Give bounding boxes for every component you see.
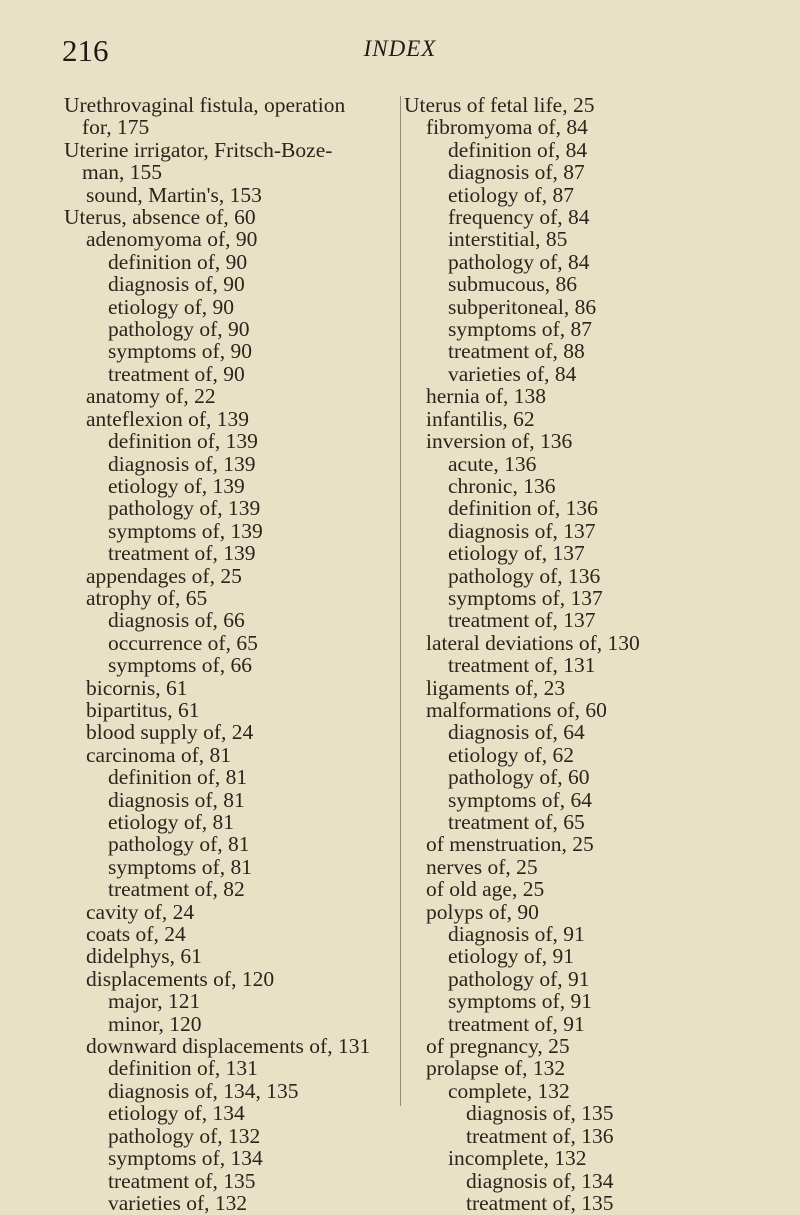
index-entry: of pregnancy, 25 <box>426 1034 570 1059</box>
index-entry: appendages of, 25 <box>86 563 242 588</box>
index-entry: treatment of, 131 <box>448 653 596 678</box>
index-entry: etiology of, 87 <box>448 182 574 207</box>
index-entry: varieties of, 84 <box>448 361 577 386</box>
index-entry: pathology of, 84 <box>448 249 590 274</box>
index-entry: pathology of, 136 <box>448 563 601 588</box>
index-entry: anteflexion of, 139 <box>86 406 249 431</box>
index-entry: subperitoneal, 86 <box>448 294 597 319</box>
index-entry: ligaments of, 23 <box>426 675 566 700</box>
column-divider <box>400 96 401 1106</box>
index-entry: cavity of, 24 <box>86 899 195 924</box>
index-entry: treatment of, 88 <box>448 339 585 364</box>
index-entry: definition of, 81 <box>108 765 248 790</box>
index-entry: blood supply of, 24 <box>86 720 254 745</box>
index-entry: etiology of, 90 <box>108 294 234 319</box>
index-entry: Urethrovaginal fistula, operation <box>64 93 346 117</box>
index-entry: pathology of, 81 <box>108 832 250 857</box>
index-column-right <box>404 94 734 1214</box>
index-entry: interstitial, 85 <box>448 227 568 252</box>
index-entry: downward displacements of, 131 <box>86 1034 371 1059</box>
index-entry: carcinoma of, 81 <box>86 742 232 767</box>
index-entry: treatment of, 137 <box>448 608 596 633</box>
index-entry: diagnosis of, 139 <box>108 451 256 476</box>
index-entry: etiology of, 81 <box>108 810 234 834</box>
index-entry: sound, Martin's, 153 <box>86 182 262 207</box>
index-entry: fibromyoma of, 84 <box>426 115 588 140</box>
index-entry: inversion of, 136 <box>426 429 573 454</box>
index-entry: diagnosis of, 91 <box>448 922 585 947</box>
index-entry: polyps of, 90 <box>426 899 539 924</box>
page-header <box>0 34 800 70</box>
index-entry: definition of, 131 <box>108 1056 258 1081</box>
index-entry: diagnosis of, 64 <box>448 720 585 745</box>
index-entry: didelphys, 61 <box>86 944 202 969</box>
page-number: 216 <box>62 33 109 68</box>
index-entry: occurrence of, 65 <box>108 630 258 655</box>
index-entry: symptoms of, 64 <box>448 787 592 812</box>
index-entry: symptoms of, 81 <box>108 854 252 879</box>
index-entry: anatomy of, 22 <box>86 384 216 409</box>
index-entry: treatment of, 91 <box>448 1011 585 1036</box>
index-entry: varieties of, 132 <box>108 1190 248 1215</box>
index-entry: atrophy of, 65 <box>86 585 208 610</box>
index-entry: pathology of, 91 <box>448 966 590 991</box>
index-entry: treatment of, 136 <box>466 1123 614 1148</box>
index-entry: Uterus of fetal life, 25 <box>404 93 595 117</box>
index-entry: pathology of, 132 <box>108 1123 261 1148</box>
index-entry: diagnosis of, 134 <box>466 1168 614 1193</box>
index-entry: of old age, 25 <box>426 877 545 902</box>
index-entry: hernia of, 138 <box>426 384 547 409</box>
index-entry: etiology of, 62 <box>448 742 574 767</box>
index-entry: symptoms of, 87 <box>448 317 592 342</box>
index-entry: displacements of, 120 <box>86 966 275 991</box>
index-entry: acute, 136 <box>448 451 537 476</box>
index-entry: Uterus, absence of, 60 <box>64 205 256 230</box>
index-entry: symptoms of, 134 <box>108 1146 263 1171</box>
index-entry: major, 121 <box>108 989 201 1014</box>
index-entry: for, 175 <box>82 115 150 140</box>
index-entry: pathology of, 60 <box>448 765 590 790</box>
index-entry: treatment of, 90 <box>108 361 245 386</box>
index-entry: definition of, 136 <box>448 496 598 521</box>
index-entry: of menstruation, 25 <box>426 832 594 857</box>
index-entry: symptoms of, 139 <box>108 518 263 543</box>
index-entry: man, 155 <box>82 160 163 185</box>
index-entry: diagnosis of, 134, 135 <box>108 1078 299 1103</box>
index-entry: chronic, 136 <box>448 473 556 498</box>
index-entry: etiology of, 137 <box>448 541 585 566</box>
index-entry: Uterine irrigator, Fritsch-Boze- <box>64 137 333 162</box>
index-entry: diagnosis of, 90 <box>108 272 245 297</box>
index-entry: symptoms of, 90 <box>108 339 252 364</box>
index-entry: bicornis, 61 <box>86 675 188 700</box>
index-entry: prolapse of, 132 <box>426 1056 566 1081</box>
index-entry: pathology of, 139 <box>108 496 261 521</box>
index-entry: definition of, 84 <box>448 137 588 162</box>
index-entry: treatment of, 135 <box>466 1190 614 1215</box>
index-entry: infantilis, 62 <box>426 406 535 431</box>
index-entry: pathology of, 90 <box>108 317 250 342</box>
index-entry: incomplete, 132 <box>448 1146 587 1171</box>
index-column-left <box>64 94 399 1214</box>
index-entry: diagnosis of, 81 <box>108 787 245 812</box>
index-entry: submucous, 86 <box>448 272 577 297</box>
index-entry: treatment of, 135 <box>108 1168 256 1193</box>
index-entry: definition of, 90 <box>108 249 248 274</box>
index-entry: symptoms of, 66 <box>108 653 252 678</box>
index-entry: treatment of, 139 <box>108 541 256 566</box>
index-entry: malformations of, 60 <box>426 697 607 722</box>
index-entry: treatment of, 65 <box>448 810 585 834</box>
index-entry: bipartitus, 61 <box>86 697 200 722</box>
index-entry: nerves of, 25 <box>426 854 538 879</box>
index-entry: treatment of, 82 <box>108 877 245 902</box>
index-entry: adenomyoma of, 90 <box>86 227 258 252</box>
index-entry: symptoms of, 91 <box>448 989 592 1014</box>
index-entry: diagnosis of, 66 <box>108 608 245 633</box>
index-entry: lateral deviations of, 130 <box>426 630 640 655</box>
index-entry: etiology of, 91 <box>448 944 574 969</box>
index-entry: diagnosis of, 135 <box>466 1101 614 1126</box>
index-entry: definition of, 139 <box>108 429 258 454</box>
index-entry: minor, 120 <box>108 1011 202 1036</box>
index-entry: diagnosis of, 137 <box>448 518 596 543</box>
index-entry: frequency of, 84 <box>448 205 590 230</box>
index-entry: etiology of, 134 <box>108 1101 245 1126</box>
index-entry: etiology of, 139 <box>108 473 245 498</box>
index-entry: complete, 132 <box>448 1078 570 1103</box>
index-entry: symptoms of, 137 <box>448 585 603 610</box>
index-entry: coats of, 24 <box>86 922 186 947</box>
running-head-title: INDEX <box>363 36 437 61</box>
index-entry: diagnosis of, 87 <box>448 160 585 185</box>
